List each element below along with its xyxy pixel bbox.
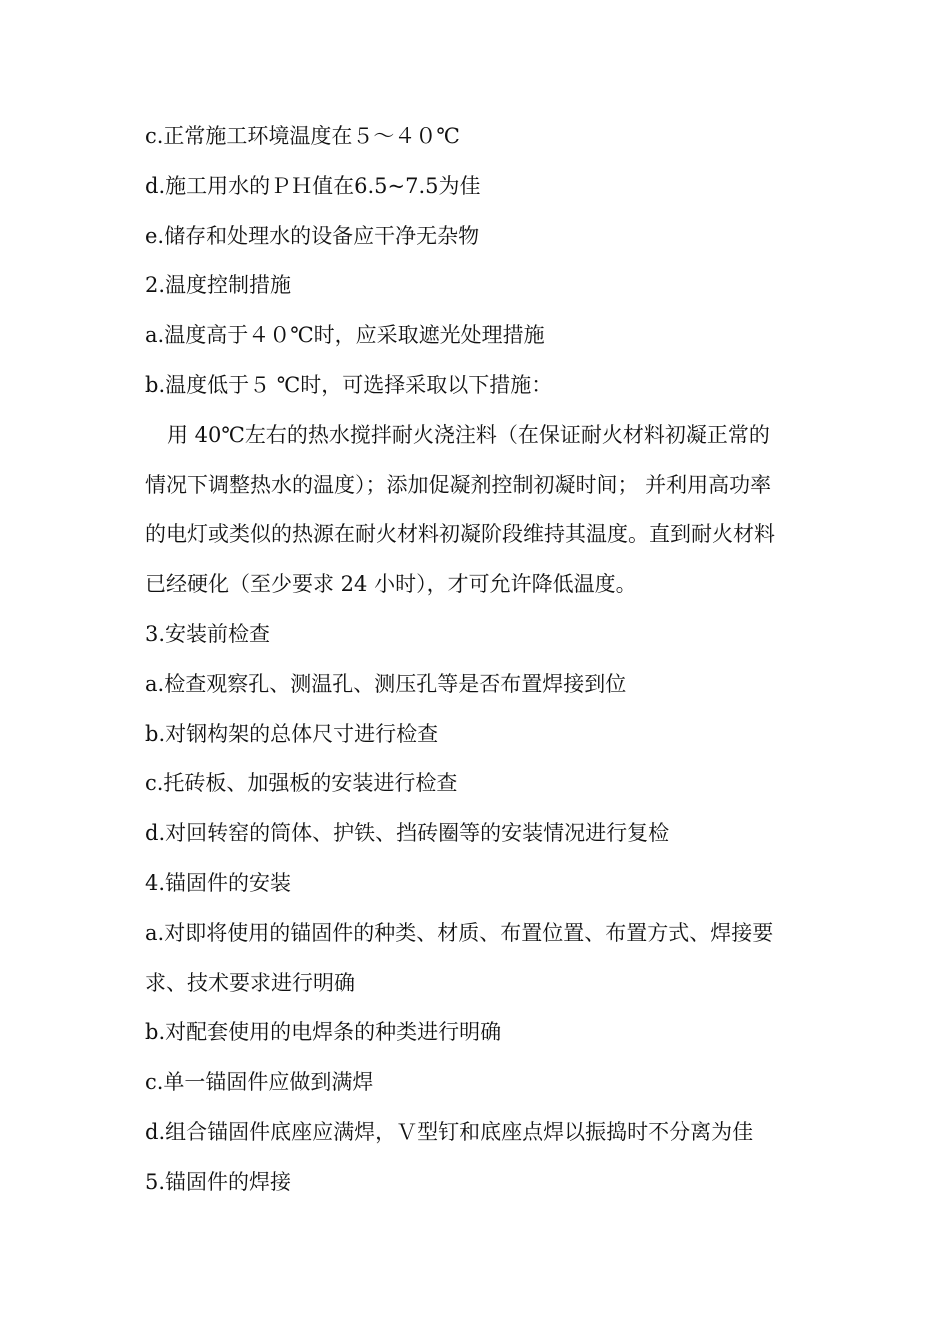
list-item-b-low-temperature: b.温度低于５ ℃时，可选择采取以下措施：	[145, 372, 553, 397]
list-item-a-high-temperature: a.温度高于４０℃时，应采取遮光处理措施	[145, 323, 545, 348]
list-item-d-water-ph: d.施工用水的ＰＨ值在6.5~7.5为佳	[145, 173, 481, 198]
list-item-d-kiln-recheck: d.对回转窑的筒体、护铁、挡砖圈等的安装情况进行复检	[145, 821, 670, 846]
paragraph-line: 用 40℃左右的热水搅拌耐火浇注料（在保证耐火材料初凝正常的	[167, 422, 770, 447]
list-item-d-combined-anchor: d.组合锚固件底座应满焊，Ｖ型钉和底座点焊以振捣时不分离为佳	[145, 1119, 754, 1144]
paragraph-line: 的电灯或类似的热源在耐火材料初凝阶段维持其温度。直到耐火材料	[145, 522, 775, 547]
section-heading-anchor-welding: 5.锚固件的焊接	[145, 1169, 292, 1194]
section-heading-anchor-install: 4.锚固件的安装	[145, 870, 292, 895]
list-item-c-brick-plates: c.托砖板、加强板的安装进行检查	[145, 771, 458, 796]
list-item-c-environment-temperature: c.正常施工环境温度在５～４０℃	[145, 124, 460, 148]
list-item-a-anchor-spec: a.对即将使用的锚固件的种类、材质、布置位置、布置方式、焊接要	[145, 920, 774, 945]
list-item-a-check-holes: a.检查观察孔、测温孔、测压孔等是否布置焊接到位	[145, 671, 627, 696]
section-heading-pre-install-check: 3.安装前检查	[145, 621, 271, 646]
paragraph-line: 已经硬化（至少要求 24 小时），才可允许降低温度。	[145, 572, 637, 597]
list-item-b-electrode-type: b.对配套使用的电焊条的种类进行明确	[145, 1020, 502, 1045]
list-item-c-full-weld: c.单一锚固件应做到满焊	[145, 1070, 374, 1095]
paragraph-line: 情况下调整热水的温度）；添加促凝剂控制初凝时间； 并利用高功率	[145, 472, 772, 497]
document-body	[145, 112, 810, 1208]
list-item-b-steel-frame: b.对钢构架的总体尺寸进行检查	[145, 721, 439, 746]
list-item-e-water-equipment: e.储存和处理水的设备应干净无杂物	[145, 223, 480, 248]
list-item-a-anchor-spec-cont: 求、技术要求进行明确	[145, 970, 355, 995]
section-heading-temperature-control: 2.温度控制措施	[145, 273, 292, 298]
